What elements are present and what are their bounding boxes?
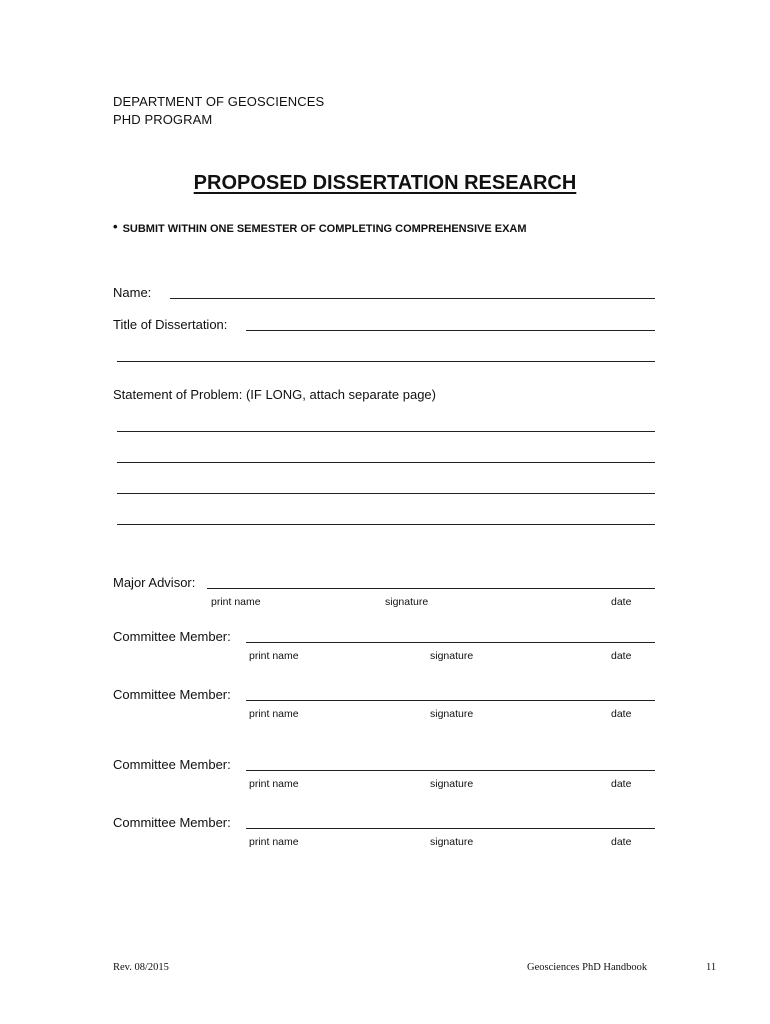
committee-member-3-print-name-caption: print name — [249, 778, 299, 790]
department-heading: DEPARTMENT OF GEOSCIENCES — [113, 94, 325, 109]
statement-line-1[interactable] — [117, 431, 655, 432]
dissertation-title-field[interactable] — [246, 330, 655, 331]
major-advisor-print-name-caption: print name — [211, 596, 261, 608]
committee-member-1-field[interactable] — [246, 642, 655, 643]
committee-member-1-signature-caption: signature — [430, 650, 474, 662]
committee-member-4-date-caption: date — [611, 836, 632, 848]
dissertation-title-field-continued[interactable] — [117, 361, 655, 362]
revision-date: Rev. 08/2015 — [113, 962, 169, 973]
statement-of-problem-label: Statement of Problem: (IF LONG, attach separate page) — [113, 387, 436, 402]
committee-member-4-field[interactable] — [246, 828, 655, 829]
program-heading: PHD PROGRAM — [113, 112, 213, 127]
committee-member-2-date-caption: date — [611, 708, 632, 720]
instruction-text: SUBMIT WITHIN ONE SEMESTER OF COMPLETING COMPREHENSIVE EXAM — [122, 223, 527, 235]
major-advisor-signature-caption: signature — [385, 596, 429, 608]
name-label: Name: — [113, 285, 152, 300]
statement-line-4[interactable] — [117, 524, 655, 525]
committee-member-3-field[interactable] — [246, 770, 655, 771]
committee-member-2-label: Committee Member: — [113, 687, 231, 702]
committee-member-4-print-name-caption: print name — [249, 836, 299, 848]
committee-member-2-print-name-caption: print name — [249, 708, 299, 720]
dissertation-title-label: Title of Dissertation: — [113, 317, 228, 332]
committee-member-1-date-caption: date — [611, 650, 632, 662]
committee-member-4-label: Committee Member: — [113, 815, 231, 830]
committee-member-2-field[interactable] — [246, 700, 655, 701]
committee-member-3-date-caption: date — [611, 778, 632, 790]
statement-line-2[interactable] — [117, 462, 655, 463]
committee-member-4-signature-caption: signature — [430, 836, 474, 848]
committee-member-3-signature-caption: signature — [430, 778, 474, 790]
handbook-name: Geosciences PhD Handbook — [527, 962, 648, 973]
major-advisor-field[interactable] — [207, 588, 655, 589]
page-number: 11 — [706, 962, 717, 973]
form-title: PROPOSED DISSERTATION RESEARCH — [193, 172, 577, 194]
major-advisor-date-caption: date — [611, 596, 632, 608]
name-field[interactable] — [170, 298, 655, 299]
statement-line-3[interactable] — [117, 493, 655, 494]
committee-member-1-label: Committee Member: — [113, 629, 231, 644]
committee-member-1-print-name-caption: print name — [249, 650, 299, 662]
submission-instruction — [113, 220, 527, 235]
bullet-icon: • — [113, 219, 118, 234]
major-advisor-label: Major Advisor: — [113, 575, 196, 590]
committee-member-2-signature-caption: signature — [430, 708, 474, 720]
committee-member-3-label: Committee Member: — [113, 757, 231, 772]
